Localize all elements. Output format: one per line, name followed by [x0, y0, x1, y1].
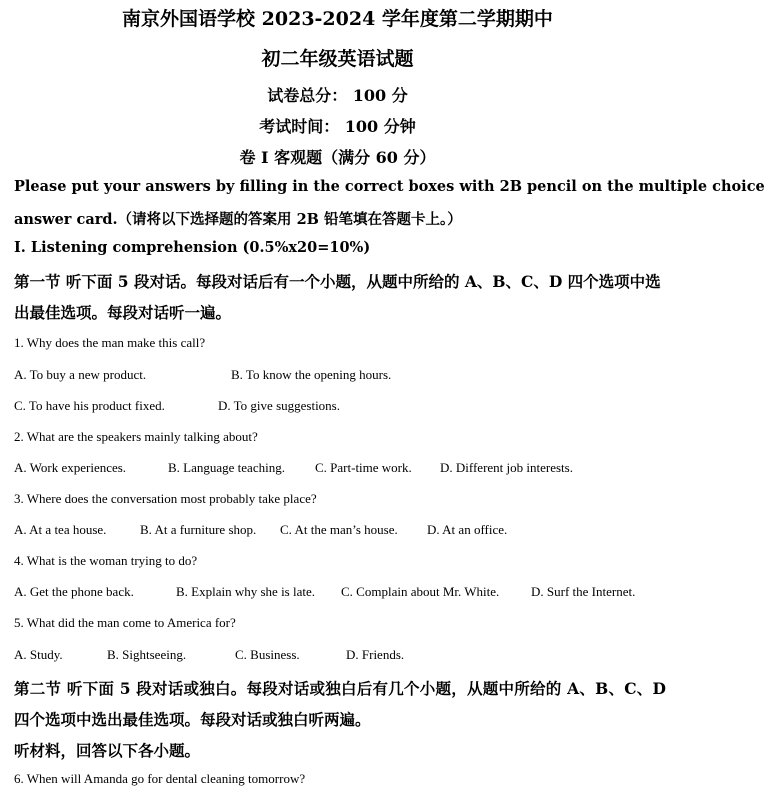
- exam-time: 考试时间： 100 分钟: [259, 117, 416, 136]
- q1-option-c: C. To have his product fixed.: [14, 398, 165, 413]
- school-title: 南京外国语学校 2023-2024 学年度第二学期期中: [122, 8, 553, 30]
- section2-instruction-2: 四个选项中选出最佳选项。每段对话或独白听两遍。: [14, 710, 371, 729]
- exam-title: 初二年级英语试题: [261, 48, 414, 70]
- total-score: 试卷总分： 100 分: [267, 86, 408, 105]
- question-3: 3. Where does the conversation most probably take place?: [14, 491, 317, 506]
- q5-option-c: C. Business.: [235, 647, 300, 662]
- q2-option-a: A. Work experiences.: [14, 460, 127, 475]
- section2-instruction-1: 第二节 听下面 5 段对话或独白。每段对话或独白后有几个小题，从题中所给的 A、B、C、D: [14, 679, 666, 698]
- question-2: 2. What are the speakers mainly talking about?: [14, 429, 258, 444]
- q2-option-b: B. Language teaching.: [168, 460, 285, 475]
- q4-option-b: B. Explain why she is late.: [176, 584, 316, 599]
- listening-heading: I. Listening comprehension (0.5%x20=10%): [14, 239, 371, 256]
- q5-option-d: D. Friends.: [346, 647, 405, 662]
- section1-instruction-2: 出最佳选项。每段对话听一遍。: [14, 303, 232, 322]
- q3-option-c: C. At the man’s house.: [280, 522, 398, 537]
- q3-option-d: D. At an office.: [427, 522, 508, 537]
- material-note: 听材料，回答以下各小题。: [14, 741, 201, 760]
- question-4: 4. What is the woman trying to do?: [14, 553, 198, 568]
- q1-option-d: D. To give suggestions.: [218, 398, 340, 413]
- q1-option-a: A. To buy a new product.: [14, 367, 147, 382]
- q4-option-c: C. Complain about Mr. White.: [341, 584, 500, 599]
- instruction-line-1: Please put your answers by filling in the correct boxes with 2B pencil on the multiple choice: [14, 178, 765, 195]
- question-5: 5. What did the man come to America for?: [14, 615, 236, 630]
- section1-instruction-1: 第一节 听下面 5 段对话。每段对话后有一个小题，从题中所给的 A、B、C、D 四个选项中选: [14, 272, 661, 291]
- q2-option-d: D. Different job interests.: [440, 460, 573, 475]
- q4-option-a: A. Get the phone back.: [14, 584, 134, 599]
- q3-option-a: A. At a tea house.: [14, 522, 107, 537]
- q1-option-b: B. To know the opening hours.: [231, 367, 392, 382]
- q5-option-a: A. Study.: [14, 647, 63, 662]
- instruction-line-2: answer card.（请将以下选择题的答案用 2B 铅笔填在答题卡上。）: [14, 211, 462, 228]
- question-6: 6. When will Amanda go for dental cleaning tomorrow?: [14, 771, 306, 786]
- q4-option-d: D. Surf the Internet.: [531, 584, 636, 599]
- q3-option-b: B. At a furniture shop.: [140, 522, 257, 537]
- volume-heading: 卷 I 客观题（满分 60 分）: [239, 148, 436, 167]
- question-1: 1. Why does the man make this call?: [14, 335, 206, 350]
- q5-option-b: B. Sightseeing.: [107, 647, 187, 662]
- q2-option-c: C. Part-time work.: [315, 460, 412, 475]
